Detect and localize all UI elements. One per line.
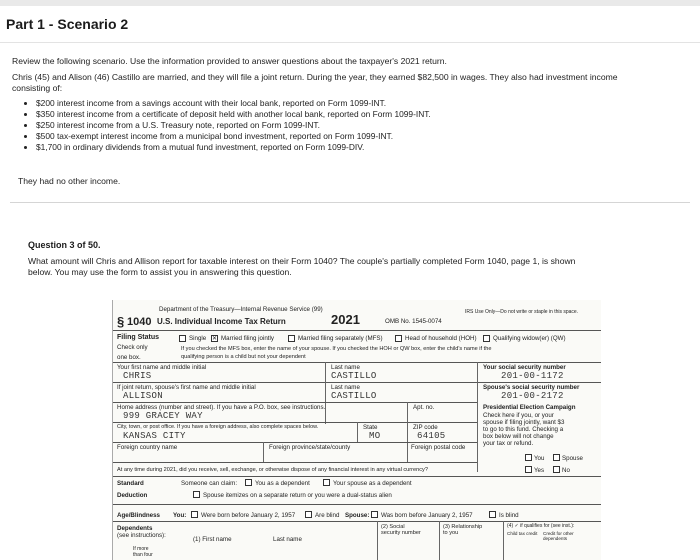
- ssn-value: 201-00-1172: [501, 371, 564, 381]
- list-item: • $350 interest income from a certificate of deposit held with another local bank, reported on Form 1099-INT.: [36, 109, 431, 120]
- form-rule: [113, 462, 477, 463]
- dependents-label: Dependents: [117, 525, 153, 532]
- list-item: • $500 tax-exempt interest income from a municipal bond investment, reported on Form 1099-INT.: [36, 131, 431, 142]
- pec-line-3: to go to this fund. Checking a: [483, 426, 564, 433]
- mfj-label: Married filing jointly: [221, 335, 274, 342]
- form-omb: OMB No. 1545-0074: [385, 318, 442, 325]
- spouse-ssn-label: Spouse's social security number: [483, 384, 580, 391]
- last-name-label: Last name: [331, 364, 360, 371]
- country-label: Foreign country name: [117, 444, 178, 451]
- first-name-label: Your first name and middle initial: [117, 364, 207, 371]
- form-rule: [113, 422, 477, 423]
- itemizes-label: Spouse itemizes on a separate return or you were a dual-status alien: [203, 492, 392, 499]
- scenario-line-1: Chris (45) and Alison (46) Castillo are married, and they will file a joint return. During the year, they earned $82,500 in wages. They also had investment income: [12, 72, 618, 82]
- city-label: City, town, or post office. If you have a foreign address, also complete spaces below.: [117, 424, 319, 430]
- form-irs-use: IRS Use Only—Do not write or staple in this space.: [465, 309, 579, 315]
- virtual-currency-question: At any time during 2021, did you receive, sell, exchange, or otherwise dispose of any financial interest in any virtual currency?: [117, 467, 428, 473]
- form-col-line: [407, 402, 408, 422]
- postal-label: Foreign postal code: [411, 444, 466, 451]
- you-born-checkbox[interactable]: [191, 511, 198, 518]
- list-item: • $250 interest income from a U.S. Treasury note, reported on Form 1099-INT.: [36, 120, 431, 131]
- mfs-checkbox[interactable]: [288, 335, 295, 342]
- you-blind-checkbox[interactable]: [305, 511, 312, 518]
- spouse-born-label: Was born before January 2, 1957: [381, 512, 473, 519]
- check-only-label: Check only: [117, 344, 148, 351]
- question-text-2: below. You may use the form to assist you in answering this question.: [28, 267, 292, 277]
- zip-value: 64105: [417, 431, 446, 441]
- col-ctc: Child tax credit: [507, 531, 538, 536]
- form-rule: [113, 330, 601, 331]
- city-value: KANSAS CITY: [123, 431, 186, 441]
- itemizes-checkbox[interactable]: [193, 491, 200, 498]
- form-rule: [113, 504, 601, 505]
- vc-yes-checkbox[interactable]: [525, 466, 532, 473]
- col-ssn: (2) Social security number: [381, 524, 421, 536]
- form-1040-image: [112, 300, 601, 560]
- form-rule: [113, 521, 601, 522]
- qw-checkbox[interactable]: [483, 335, 490, 342]
- hoh-checkbox[interactable]: [395, 335, 402, 342]
- col-first-name: (1) First name: [193, 536, 232, 543]
- page-title: Part 1 - Scenario 2: [6, 16, 129, 32]
- standard-label: Standard: [117, 480, 144, 487]
- vc-no-label: No: [562, 467, 570, 474]
- pec-title: Presidential Election Campaign: [483, 404, 576, 411]
- scenario-intro: Review the following scenario. Use the information provided to answer questions about the taxpayer's 2021 return.: [12, 56, 447, 66]
- pec-you-checkbox[interactable]: [525, 454, 532, 461]
- one-box-label: one box.: [117, 354, 141, 361]
- col-credit: (4) ✓ if qualifies for (see inst.):: [507, 523, 575, 529]
- single-checkbox[interactable]: [179, 335, 186, 342]
- address-label: Home address (number and street). If you have a P.O. box, see instructions.: [117, 404, 326, 411]
- apt-label: Apt. no.: [413, 404, 435, 411]
- form-col-line: [263, 442, 264, 462]
- you-born-label: Were born before January 2, 1957: [201, 512, 296, 519]
- address-value: 999 GRACEY WAY: [123, 411, 203, 421]
- form-col-line: [377, 521, 378, 560]
- form-col-line: [325, 362, 326, 424]
- deduction-label: Deduction: [117, 492, 148, 499]
- question-number: Question 3 of 50.: [28, 240, 101, 250]
- form-col-line: [477, 362, 478, 472]
- list-item: • $1,700 in ordinary dividends from a mutual fund investment, reported on Form 1099-DIV.: [36, 142, 431, 153]
- pec-line-4: box below will not change: [483, 433, 554, 440]
- you-dependent-label: You as a dependent: [255, 480, 310, 487]
- pec-you-label: You: [534, 455, 545, 462]
- form-number: 1040: [127, 316, 152, 328]
- you-dependent-checkbox[interactable]: [245, 479, 252, 486]
- province-label: Foreign province/state/county: [269, 444, 351, 451]
- ssn-label: Your social security number: [483, 364, 566, 371]
- scenario-line-2: consisting of:: [12, 83, 63, 93]
- spouse-age-label: Spouse:: [345, 512, 370, 519]
- spouse-blind-checkbox[interactable]: [489, 511, 496, 518]
- mfj-checkbox[interactable]: ✕: [212, 336, 218, 342]
- spouse-born-checkbox[interactable]: [371, 511, 378, 518]
- form-rule: [113, 476, 601, 477]
- spouse-name-label: If joint return, spouse's first name and middle initial: [117, 384, 256, 391]
- col-relationship: (3) Relationship to you: [443, 524, 483, 536]
- form-rule: [113, 442, 477, 443]
- spouse-dependent-label: Your spouse as a dependent: [333, 480, 412, 487]
- filing-status-label: Filing Status: [117, 334, 159, 341]
- claim-label: Someone can claim:: [181, 480, 238, 487]
- income-list: [22, 98, 431, 153]
- pec-line-5: your tax or refund.: [483, 440, 534, 447]
- zip-label: ZIP code: [413, 424, 438, 431]
- question-text-1: What amount will Chris and Allison report for taxable interest on their Form 1040? The couple's partially completed Form 1040, page 1, is shown: [28, 256, 576, 266]
- form-dept: Department of the Treasury—Internal Revenue Service (99): [159, 306, 323, 313]
- form-col-line: [357, 422, 358, 442]
- state-label: State: [363, 424, 378, 431]
- form-icon: §: [117, 314, 125, 329]
- spouse-ssn-value: 201-00-2172: [501, 391, 564, 401]
- list-item: • $200 interest income from a savings account with their local bank, reported on Form 1099-INT.: [36, 98, 431, 109]
- single-label: Single: [189, 335, 207, 342]
- top-strip: [0, 0, 700, 6]
- title-divider: [0, 42, 700, 43]
- pec-spouse-checkbox[interactable]: [553, 454, 560, 461]
- vc-no-checkbox[interactable]: [553, 466, 560, 473]
- scenario-closing: They had no other income.: [18, 176, 121, 186]
- first-name-value: CHRIS: [123, 371, 152, 381]
- age-blindness-label: Age/Blindness: [117, 512, 160, 519]
- more-than-four: If more than four: [133, 546, 153, 558]
- pec-line-1: Check here if you, or your: [483, 412, 554, 419]
- you-blind-label: Are blind: [315, 512, 340, 519]
- mfs-note: If you checked the MFS box, enter the name of your spouse. If you checked the HOH or QW box, enter the child's name if the: [181, 346, 492, 352]
- qw-label: Qualifying widow(er) (QW): [493, 335, 566, 342]
- spouse-first-value: ALLISON: [123, 391, 163, 401]
- see-instructions: (see instructions):: [117, 532, 166, 539]
- spouse-last-label: Last name: [331, 384, 360, 391]
- state-value: MO: [369, 431, 381, 441]
- pec-spouse-label: Spouse: [562, 455, 583, 462]
- vc-yes-label: Yes: [534, 467, 545, 474]
- mfs-label: Married filing separately (MFS): [298, 335, 383, 342]
- form-rule: [113, 382, 601, 383]
- form-year: 2021: [331, 312, 360, 327]
- form-col-line: [439, 521, 440, 560]
- form-title: U.S. Individual Income Tax Return: [157, 317, 286, 326]
- spouse-dependent-checkbox[interactable]: [323, 479, 330, 486]
- col-other-credit: Credit for other dependents: [543, 531, 574, 541]
- qualifying-note: qualifying person is a child but not your dependent: [181, 354, 306, 360]
- last-name-value: CASTILLO: [331, 371, 377, 381]
- section-divider: [10, 202, 690, 203]
- form-rule: [113, 362, 601, 363]
- you-age-label: You:: [173, 512, 187, 519]
- spouse-blind-label: Is blind: [499, 512, 519, 519]
- pec-line-2: spouse if filing jointly, want $3: [483, 419, 565, 426]
- col-last-name: Last name: [273, 536, 302, 543]
- form-rule: [113, 402, 477, 403]
- form-col-line: [503, 521, 504, 560]
- hoh-label: Head of household (HOH): [405, 335, 477, 342]
- spouse-last-value: CASTILLO: [331, 391, 377, 401]
